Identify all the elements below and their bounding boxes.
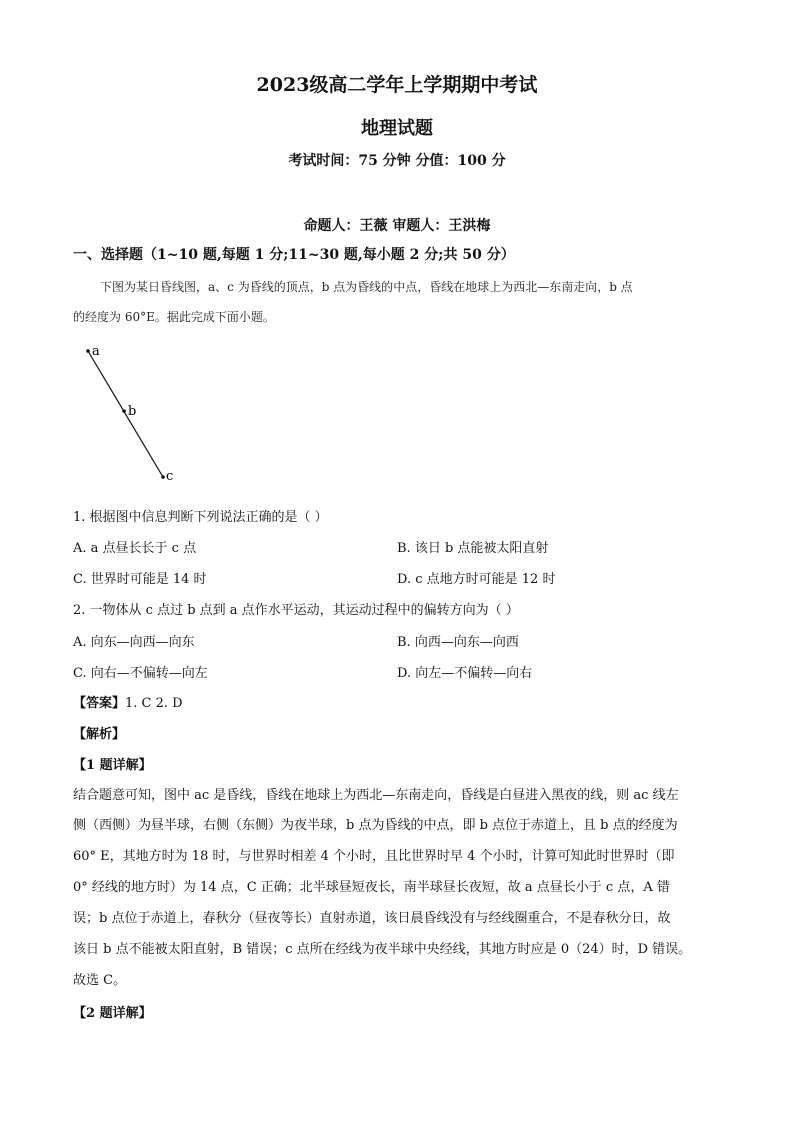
label-a: a [92, 344, 100, 359]
question-2-option-c: C. 向右—不偏转—向左 [73, 666, 208, 681]
question-1-option-c: C. 世界时可能是 14 时 [73, 572, 207, 587]
q1-detail-line-1: 结合题意可知，图中 ac 是昏线，昏线在地球上为西北—东南走向，昏线是白昼进入黑夜的线，则 ac 线左 [73, 788, 679, 803]
question-1-option-b: B. 该日 b 点能被太阳直射 [397, 541, 549, 556]
label-b: b [128, 404, 137, 419]
q1-detail-line-5: 误；b 点位于赤道上，春秋分（昼夜等长）直射赤道，该日晨昏线没有与经线圈重合，不是春秋分日，故 [73, 911, 671, 926]
dusk-line [88, 351, 163, 477]
intro-line-2: 的经度为 60°E。据此完成下面小题。 [73, 310, 275, 324]
subject-title: 地理试题 [361, 118, 433, 139]
q1-detail-line-3: 60° E，其地方时为 18 时，与世界时相差 4 个小时，且比世界时早 4 个小时，计算可知此时世界时（即 [73, 849, 675, 864]
exam-title: 2023级高二学年上学期期中考试 [256, 74, 538, 96]
answer-line [73, 692, 183, 711]
exam-authors: 命题人：王薇 审题人：王洪梅 [303, 218, 491, 234]
question-1-stem: 1. 根据图中信息判断下列说法正确的是（ ） [73, 510, 328, 525]
question-2-option-a: A. 向东—向西—向东 [73, 635, 195, 650]
point-b [122, 409, 126, 413]
q1-detail-line-4: 0° 经线的地方时）为 14 点，C 正确；北半球昼短夜长，南半球昼长夜短，故 a 点昼长小于 c 点，A 错 [73, 880, 670, 895]
point-c [161, 475, 165, 479]
q2-detail-label: 【2 题详解】 [73, 1006, 152, 1021]
question-1-option-d: D. c 点地方时可能是 12 时 [397, 572, 556, 587]
question-2-option-d: D. 向左—不偏转—向右 [397, 666, 533, 681]
answer-text: 1. C 2. D [125, 696, 183, 711]
intro-line-1: 下图为某日昏线图，a、c 为昏线的顶点，b 点为昏线的中点，昏线在地球上为西北—东南走向，b 点 [100, 280, 633, 294]
q1-detail-line-2: 侧（西侧）为昼半球，右侧（东侧）为夜半球，b 点为昏线的中点，即 b 点位于赤道上，且 b 点的经度为 [73, 818, 678, 833]
exam-meta: 考试时间：75 分钟 分值：100 分 [288, 153, 506, 169]
question-1-option-a: A. a 点昼长长于 c 点 [73, 541, 197, 556]
dusk-line-figure [80, 340, 190, 485]
question-2-stem: 2. 一物体从 c 点过 b 点到 a 点作水平运动，其运动过程中的偏转方向为（ ） [73, 603, 519, 618]
q1-detail-line-7: 故选 C。 [73, 973, 127, 988]
point-a [86, 349, 90, 353]
q1-detail-label: 【1 题详解】 [73, 758, 152, 773]
label-c: c [166, 469, 174, 484]
answer-label: 【答案】 [73, 696, 126, 711]
section-heading: 一、选择题（1~10 题,每题 1 分;11~30 题,每小题 2 分;共 50 分） [73, 247, 515, 263]
q1-detail-line-6: 该日 b 点不能被太阳直射，B 错误；c 点所在经线为夜半球中央经线，其地方时应是 0（24）时，D 错误。 [73, 942, 692, 957]
question-2-option-b: B. 向西—向东—向西 [397, 635, 519, 650]
analysis-label: 【解析】 [73, 727, 126, 742]
